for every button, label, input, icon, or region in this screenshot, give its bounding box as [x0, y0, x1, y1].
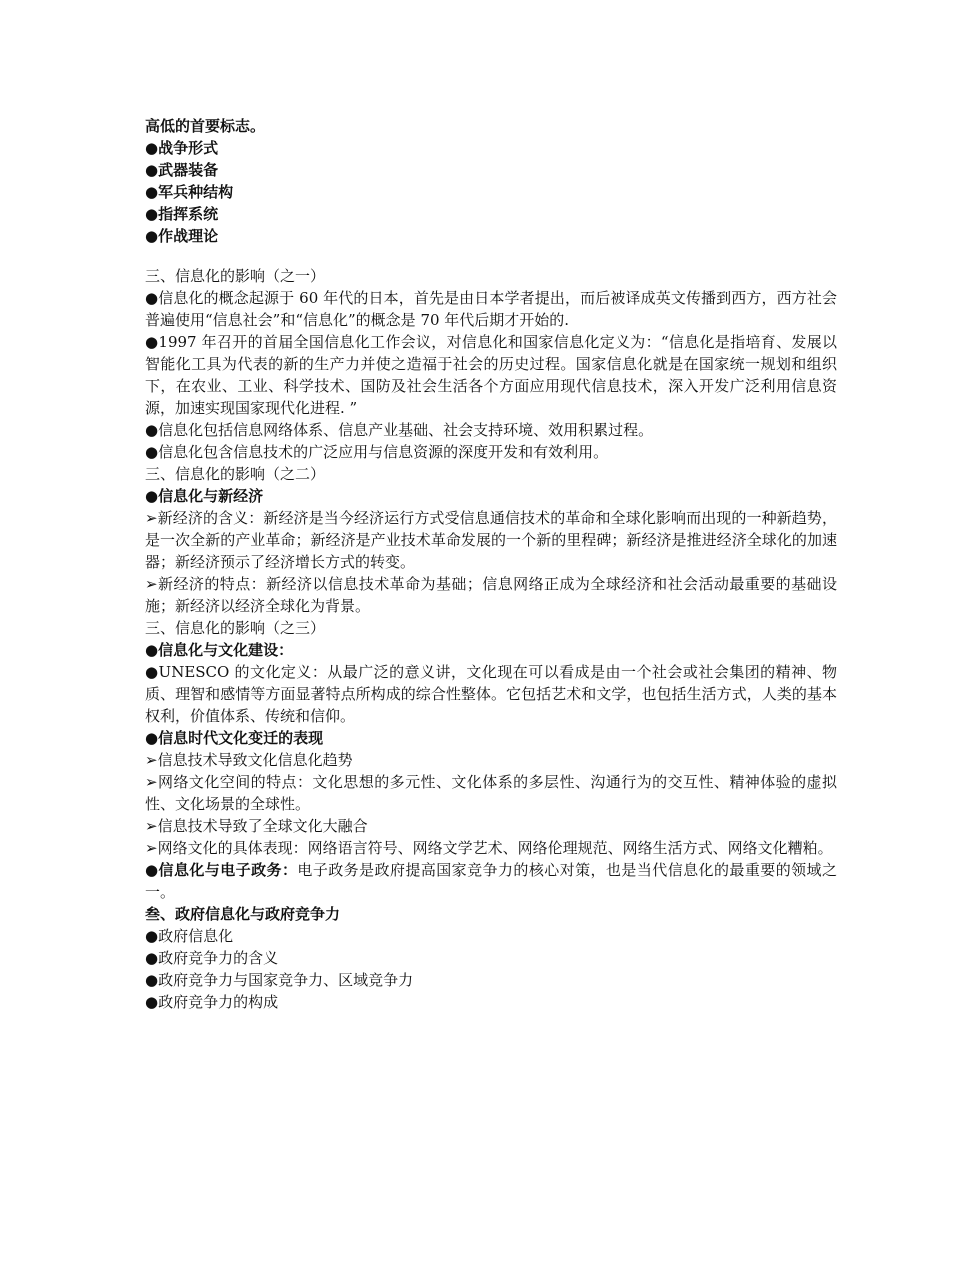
paragraph: [145, 859, 837, 903]
bold-heading: ●信息时代文化变迁的表现: [145, 729, 324, 747]
paragraph: ●UNESCO 的文化定义：从最广泛的意义讲，文化现在可以看成是由一个社会或社会集团的精神、物质、理智和感情等方面显著特点所构成的综合性整体。它包括艺术和文学，也包括生活方式，人类的基本权利，价值体系、传统和信仰。: [145, 663, 837, 725]
paragraph: ➢新经济的特点：新经济以信息技术革命为基础；信息网络正成为全球经济和社会活动最重要的基础设施；新经济以经济全球化为背景。: [145, 575, 837, 615]
section-heading: 三、信息化的影响（之二）: [145, 465, 326, 483]
list-item: ➢信息技术导致了全球文化大融合: [145, 817, 368, 835]
bullet-item: ●政府竞争力的含义: [145, 949, 279, 967]
inline-bold-label: ●信息化与电子政务：: [145, 861, 298, 879]
section-heading: 三、信息化的影响（之三）: [145, 619, 326, 637]
document-page: [145, 115, 837, 1013]
bullet-item: ●作战理论: [145, 227, 219, 245]
section-heading-bold: 叁、政府信息化与政府竞争力: [145, 905, 341, 923]
bullet-item: ●武器装备: [145, 161, 219, 179]
bold-heading: ●信息化与文化建设：: [145, 641, 294, 659]
paragraph: ●信息化包括信息网络体系、信息产业基础、社会支持环境、效用积累过程。: [145, 421, 654, 439]
list-item: ➢信息技术导致文化信息化趋势: [145, 751, 353, 769]
bullet-item: ●战争形式: [145, 139, 219, 157]
paragraph: ➢新经济的含义：新经济是当今经济运行方式受信息通信技术的革命和全球化影响而出现的一种新趋势，是一次全新的产业革命；新经济是产业技术革命发展的一个新的里程碑；新经济是推进经济全球化的加速器；新经济预示了经济增长方式的转变。: [145, 509, 837, 571]
section-heading: 三、信息化的影响（之一）: [145, 267, 326, 285]
inline-text: 电子政务是政府提高国家竞争力的核心对策，也是当代信息化的最重要的领域之一。: [145, 861, 837, 901]
bold-heading: ●信息化与新经济: [145, 487, 264, 505]
bullet-item: ●军兵种结构: [145, 183, 234, 201]
bullet-item: ●政府竞争力与国家竞争力、区域竞争力: [145, 971, 414, 989]
paragraph: ➢网络文化空间的特点：文化思想的多元性、文化体系的多层性、沟通行为的交互性、精神体验的虚拟性、文化场景的全球性。: [145, 773, 837, 813]
paragraph: ●1997 年召开的首届全国信息化工作会议，对信息化和国家信息化定义为：“信息化是指培育、发展以智能化工具为代表的新的生产力并使之造福于社会的历史过程。国家信息化就是在国家统一规划和组织下，在农业、工业、科学技术、国防及社会生活各个方面应用现代信息技术，深入开发广泛利用信息资源，加速实现国家现代化进程. ”: [145, 333, 837, 417]
spacer: [145, 247, 837, 265]
heading-line: 高低的首要标志。: [145, 117, 266, 135]
bullet-item: ●指挥系统: [145, 205, 219, 223]
paragraph: ●信息化包含信息技术的广泛应用与信息资源的深度开发和有效利用。: [145, 443, 609, 461]
bullet-item: ●政府竞争力的构成: [145, 993, 279, 1011]
paragraph: ●信息化的概念起源于 60 年代的日本，首先是由日本学者提出，而后被译成英文传播到西方，西方社会普遍使用“信息社会”和“信息化”的概念是 70 年代后期才开始的.: [145, 289, 837, 329]
bullet-item: ●政府信息化: [145, 927, 234, 945]
paragraph: ➢网络文化的具体表现：网络语言符号、网络文学艺术、网络伦理规范、网络生活方式、网络文化糟粕。: [145, 839, 833, 857]
